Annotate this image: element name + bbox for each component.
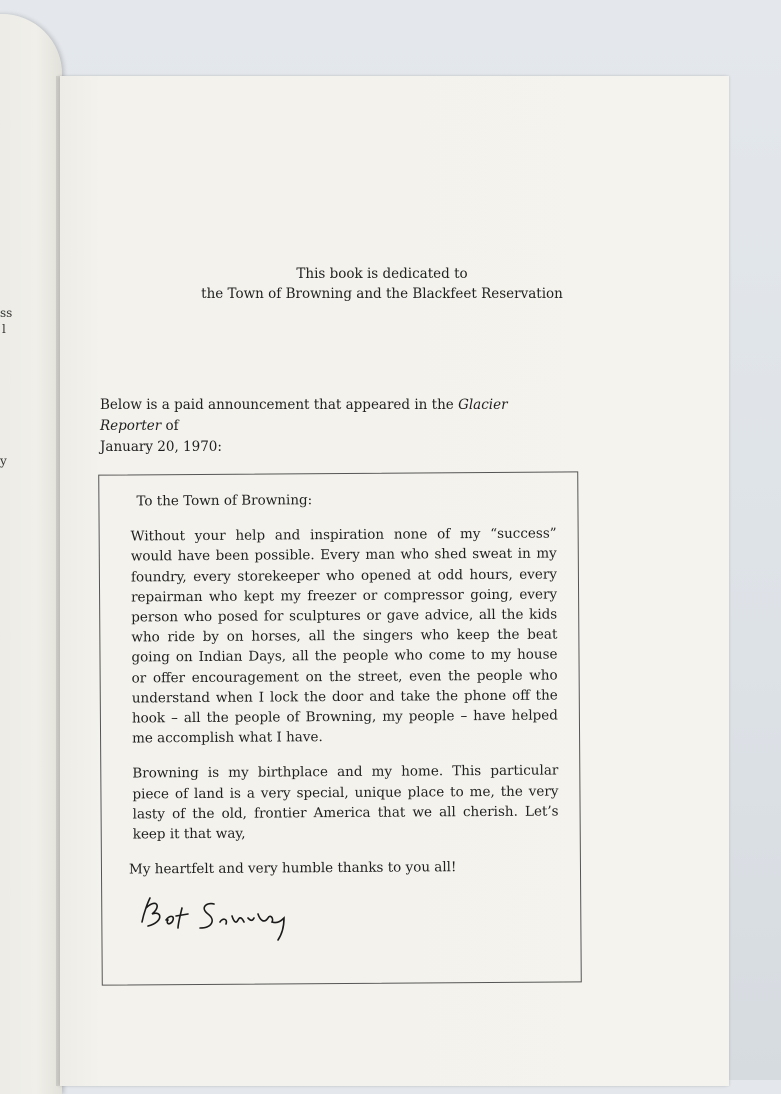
left-page-fragment: y <box>0 454 7 468</box>
book-page <box>60 76 729 1086</box>
closing-line: My heartfelt and very humble thanks to you all! <box>128 859 457 878</box>
left-page-fragment: ss <box>0 306 13 320</box>
left-page-fragment: l <box>2 322 6 336</box>
publication-title: Glacier Reporter <box>100 397 508 434</box>
announcement-paragraph: Without your help and inspiration none of my “success” would have been possible. Every man who shed sweat in my foundry, every storekeeper who opened at odd hours, every repairman who kept my freezer or compressor going, every person who posed for sculptures or gave advice, all the kids who ride by on horses, all the singers who keep the beat going on Indian Days, all the people who come to my house or offer encouragement on the street, even the people who understand when I lock the door and take the phone off the hook – all the people of Browning, my people – have helped me accomplish what I have. <box>130 525 558 747</box>
intro-date: January 20, 1970: <box>100 439 222 455</box>
intro-text <box>100 395 560 458</box>
dedication <box>178 264 586 304</box>
announcement-content <box>126 488 559 879</box>
intro-prefix: Below is a paid announcement that appeared in the <box>100 397 459 413</box>
dedication-line: This book is dedicated to <box>296 266 468 282</box>
announcement-paragraph: Browning is my birthplace and my home. This particular piece of land is a very special, unique place to me, the very lasty of the old, frontier America that we all cherish. Let’s keep it that way, <box>132 762 559 843</box>
left-page <box>0 14 62 1094</box>
signature <box>132 884 332 944</box>
dedication-line: the Town of Browning and the Blackfeet Reservation <box>201 286 563 302</box>
salutation: To the Town of Browning: <box>136 492 313 510</box>
intro-suffix: of <box>161 418 179 434</box>
